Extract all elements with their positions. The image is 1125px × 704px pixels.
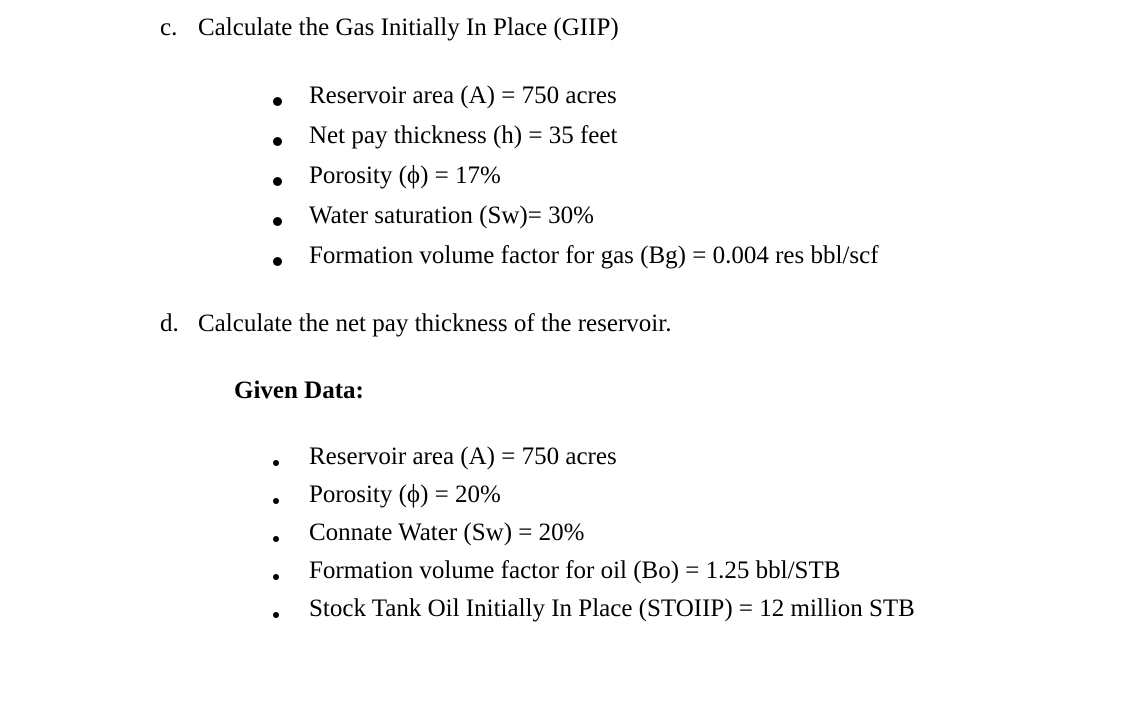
list-item bbox=[270, 594, 915, 632]
list-item bbox=[270, 81, 879, 121]
list-item bbox=[270, 121, 879, 161]
list-item bbox=[270, 480, 915, 518]
section-d-title: Calculate the net pay thickness of the reservoir. bbox=[198, 310, 672, 337]
bullet-icon bbox=[273, 574, 279, 580]
section-d-list bbox=[270, 442, 915, 632]
list-item-text: Porosity (ϕ) = 20% bbox=[309, 481, 501, 508]
bullet-icon bbox=[273, 177, 282, 186]
bullet-icon bbox=[273, 460, 279, 466]
list-item bbox=[270, 442, 915, 480]
list-item-text: Formation volume factor for oil (Bo) = 1.25 bbl/STB bbox=[309, 557, 841, 584]
bullet-icon bbox=[273, 536, 279, 542]
list-item-text: Formation volume factor for gas (Bg) = 0.004 res bbl/scf bbox=[309, 242, 879, 269]
bullet-icon bbox=[273, 137, 282, 146]
list-item-text: Reservoir area (A) = 750 acres bbox=[309, 443, 617, 470]
list-item bbox=[270, 161, 879, 201]
bullet-icon bbox=[273, 257, 282, 266]
list-item bbox=[270, 518, 915, 556]
list-item-text: Reservoir area (A) = 750 acres bbox=[309, 82, 617, 109]
list-item-text: Porosity (ϕ) = 17% bbox=[309, 162, 501, 189]
list-item-text: Net pay thickness (h) = 35 feet bbox=[309, 122, 618, 149]
bullet-icon bbox=[273, 498, 279, 504]
list-item-text: Stock Tank Oil Initially In Place (STOIIP) = 12 million STB bbox=[309, 595, 915, 622]
given-data-label: Given Data: bbox=[234, 377, 364, 404]
bullet-icon bbox=[273, 612, 279, 618]
section-c-title: Calculate the Gas Initially In Place (GIIP) bbox=[198, 14, 619, 41]
list-item bbox=[270, 556, 915, 594]
list-item-text: Water saturation (Sw)= 30% bbox=[309, 202, 594, 229]
bullet-icon bbox=[273, 217, 282, 226]
section-c-list bbox=[270, 81, 879, 281]
list-item bbox=[270, 201, 879, 241]
section-c-marker: c. bbox=[160, 14, 178, 41]
bullet-icon bbox=[273, 97, 282, 106]
list-item-text: Connate Water (Sw) = 20% bbox=[309, 519, 585, 546]
section-d-marker: d. bbox=[160, 310, 179, 337]
list-item bbox=[270, 241, 879, 281]
